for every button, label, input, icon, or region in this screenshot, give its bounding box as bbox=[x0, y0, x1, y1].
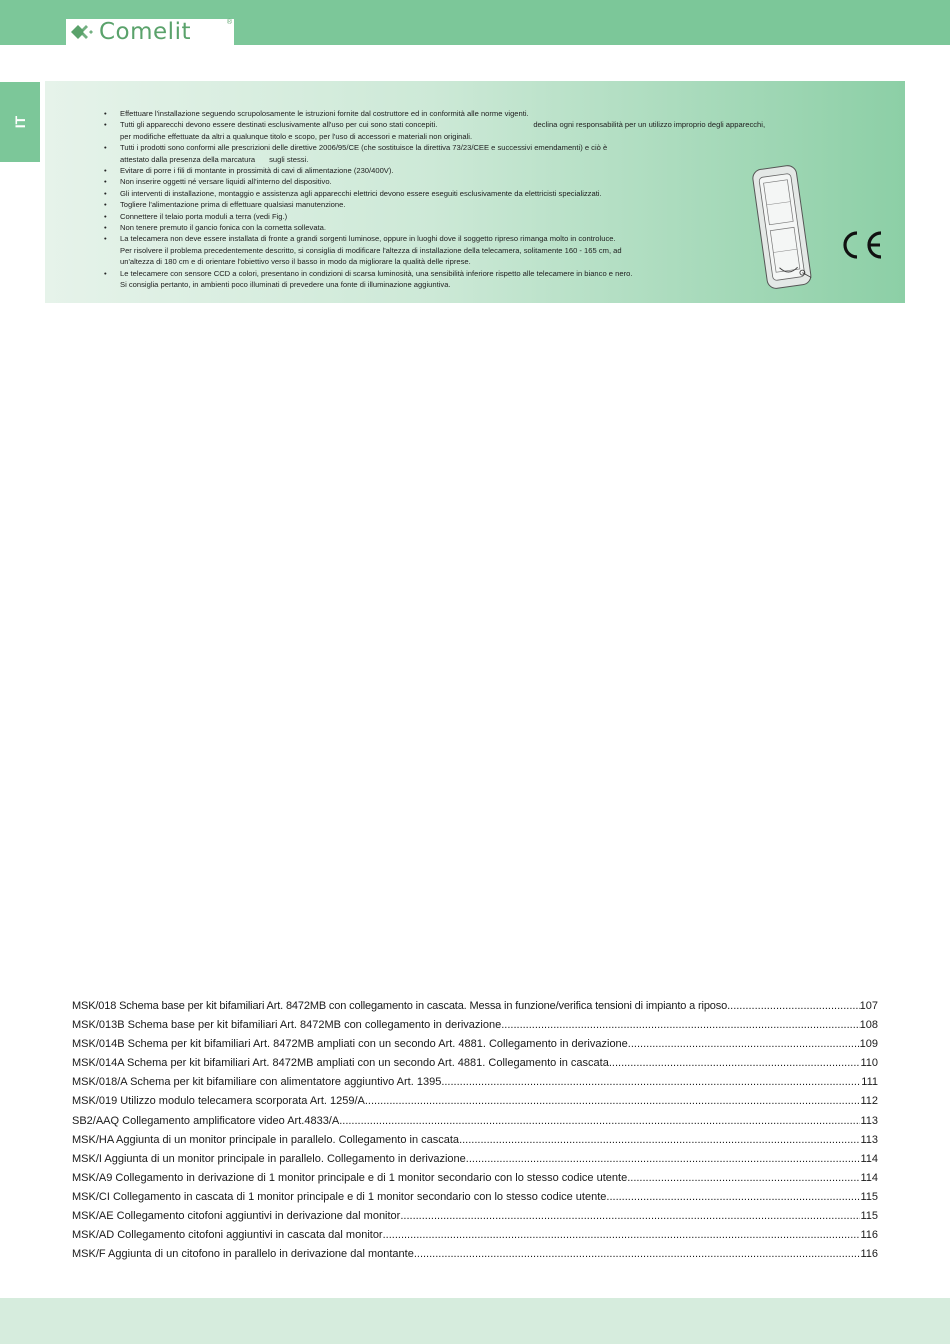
toc-row[interactable]: MSK/014A Schema per kit bifamiliari Art. 8472MB ampliati con un secondo Art. 4881. Collegamento in cascata ..... 110 bbox=[72, 1054, 878, 1073]
toc-row[interactable]: MSK/AE Collegamento citofoni aggiuntivi in derivazione dal monitor ..... 115 bbox=[72, 1207, 878, 1226]
toc-row[interactable]: MSK/A9 Collegamento in derivazione di 1 monitor principale e di 1 monitor secondario con lo stesso codice utente ..... 114 bbox=[72, 1169, 878, 1188]
toc-row[interactable]: MSK/F Aggiunta di un citofono in parallelo in derivazione dal montante ..... 116 bbox=[72, 1245, 878, 1264]
toc-row[interactable]: MSK/019 Utilizzo modulo telecamera scorporata Art. 1259/A ..... 112 bbox=[72, 1092, 878, 1111]
brand-name: Comelit bbox=[99, 19, 191, 45]
warning-item: • Tutti i prodotti sono conformi alle prescrizioni delle direttive 2006/95/CE (che sostituisce la direttiva 73/23/CEE e successivi emendamenti) e ciò è attestato dalla presenza della marcatura sugli stessi. bbox=[104, 142, 794, 165]
warning-item: • Evitare di porre i fili di montante in prossimità di cavi di alimentazione (230/400V). bbox=[104, 165, 794, 176]
toc-row[interactable]: MSK/HA Aggiunta di un monitor principale in parallelo. Collegamento in cascata ..... 113 bbox=[72, 1131, 878, 1150]
language-tab bbox=[0, 82, 40, 162]
warning-item: • Tutti gli apparecchi devono essere destinati esclusivamente all'uso per cui sono stati concepiti. declina ogni responsabilità per un utilizzo improprio degli apparecchi, per modifiche effettuate da altri a qualunque titolo e scopo, per l'uso di accessori e materiali non originali. bbox=[104, 119, 920, 142]
toc-row[interactable]: MSK/I Aggiunta di un monitor principale in parallelo. Collegamento in derivazione ..... 114 bbox=[72, 1150, 878, 1169]
toc-row[interactable]: MSK/018/A Schema per kit bifamiliare con alimentatore aggiuntivo Art. 1395 ..... 111 bbox=[72, 1073, 878, 1092]
warning-item: • Non inserire oggetti né versare liquidi all'interno del dispositivo. bbox=[104, 176, 794, 187]
safety-warnings-panel bbox=[45, 81, 905, 303]
header-bar bbox=[0, 0, 950, 45]
comelit-logo-icon bbox=[69, 21, 97, 43]
toc-row[interactable]: MSK/014B Schema per kit bifamiliari Art. 8472MB ampliati con un secondo Art. 4881. Collegamento in derivazione ..... 109 bbox=[72, 1035, 878, 1054]
warning-item: • Le telecamere con sensore CCD a colori, presentano in condizioni di scarsa luminosità, una sensibilità inferiore rispetto alle telecamere in bianco e nero. Si consiglia pertanto, in ambienti poco illuminati di prevedere una fonte di illuminazione aggiuntiva. bbox=[104, 268, 794, 291]
language-label: IT bbox=[11, 115, 28, 129]
frame-device-illustration bbox=[752, 163, 812, 293]
warning-item: • Effettuare l'installazione seguendo scrupolosamente le istruzioni fornite dal costruttore ed in conformità alle norme vigenti. bbox=[104, 108, 794, 119]
footer-bar bbox=[0, 1298, 950, 1344]
toc-row[interactable]: SB2/AAQ Collegamento amplificatore video Art.4833/A ..... 113 bbox=[72, 1112, 878, 1131]
toc-row[interactable]: MSK/018 Schema base per kit bifamiliari Art. 8472MB con collegamento in cascata. Messa in funzione/verifica tensioni di impianto a riposo ..... 107 bbox=[72, 997, 878, 1016]
warning-item: • Gli interventi di installazione, montaggio e assistenza agli apparecchi elettrici devono essere eseguiti esclusivamente da elettricisti specializzati. bbox=[104, 188, 794, 199]
warning-item: • La telecamera non deve essere installata di fronte a grandi sorgenti luminose, oppure in luoghi dove il soggetto ripreso rimanga molto in controluce. Per risolvere il problema precedentemente descritto, si consiglia di modificare l'altezza di installazione della telecamera, solitamente 160 - 165 cm, ad un'altezza di 180 cm e di orientare l'obiettivo verso il basso in modo da migliorare la qualità delle riprese. bbox=[104, 233, 794, 267]
warning-item: • Togliere l'alimentazione prima di effettuare qualsiasi manutenzione. bbox=[104, 199, 794, 210]
registered-mark: ® bbox=[226, 19, 232, 26]
brand-logo bbox=[66, 19, 234, 45]
warning-item: • Non tenere premuto il gancio fonica con la cornetta sollevata. bbox=[104, 222, 794, 233]
toc-row[interactable]: MSK/013B Schema base per kit bifamiliari Art. 8472MB con collegamento in derivazione ..... 108 bbox=[72, 1016, 878, 1035]
warning-item: • Connettere il telaio porta moduli a terra (vedi Fig.) bbox=[104, 211, 794, 222]
toc-row[interactable]: MSK/AD Collegamento citofoni aggiuntivi in cascata dal monitor ..... 116 bbox=[72, 1226, 878, 1245]
table-of-contents bbox=[72, 997, 878, 1264]
warnings-list bbox=[104, 108, 794, 291]
toc-row[interactable]: MSK/CI Collegamento in cascata di 1 monitor principale e di 1 monitor secondario con lo stesso codice utente ..... 115 bbox=[72, 1188, 878, 1207]
ce-mark-icon bbox=[837, 229, 885, 261]
